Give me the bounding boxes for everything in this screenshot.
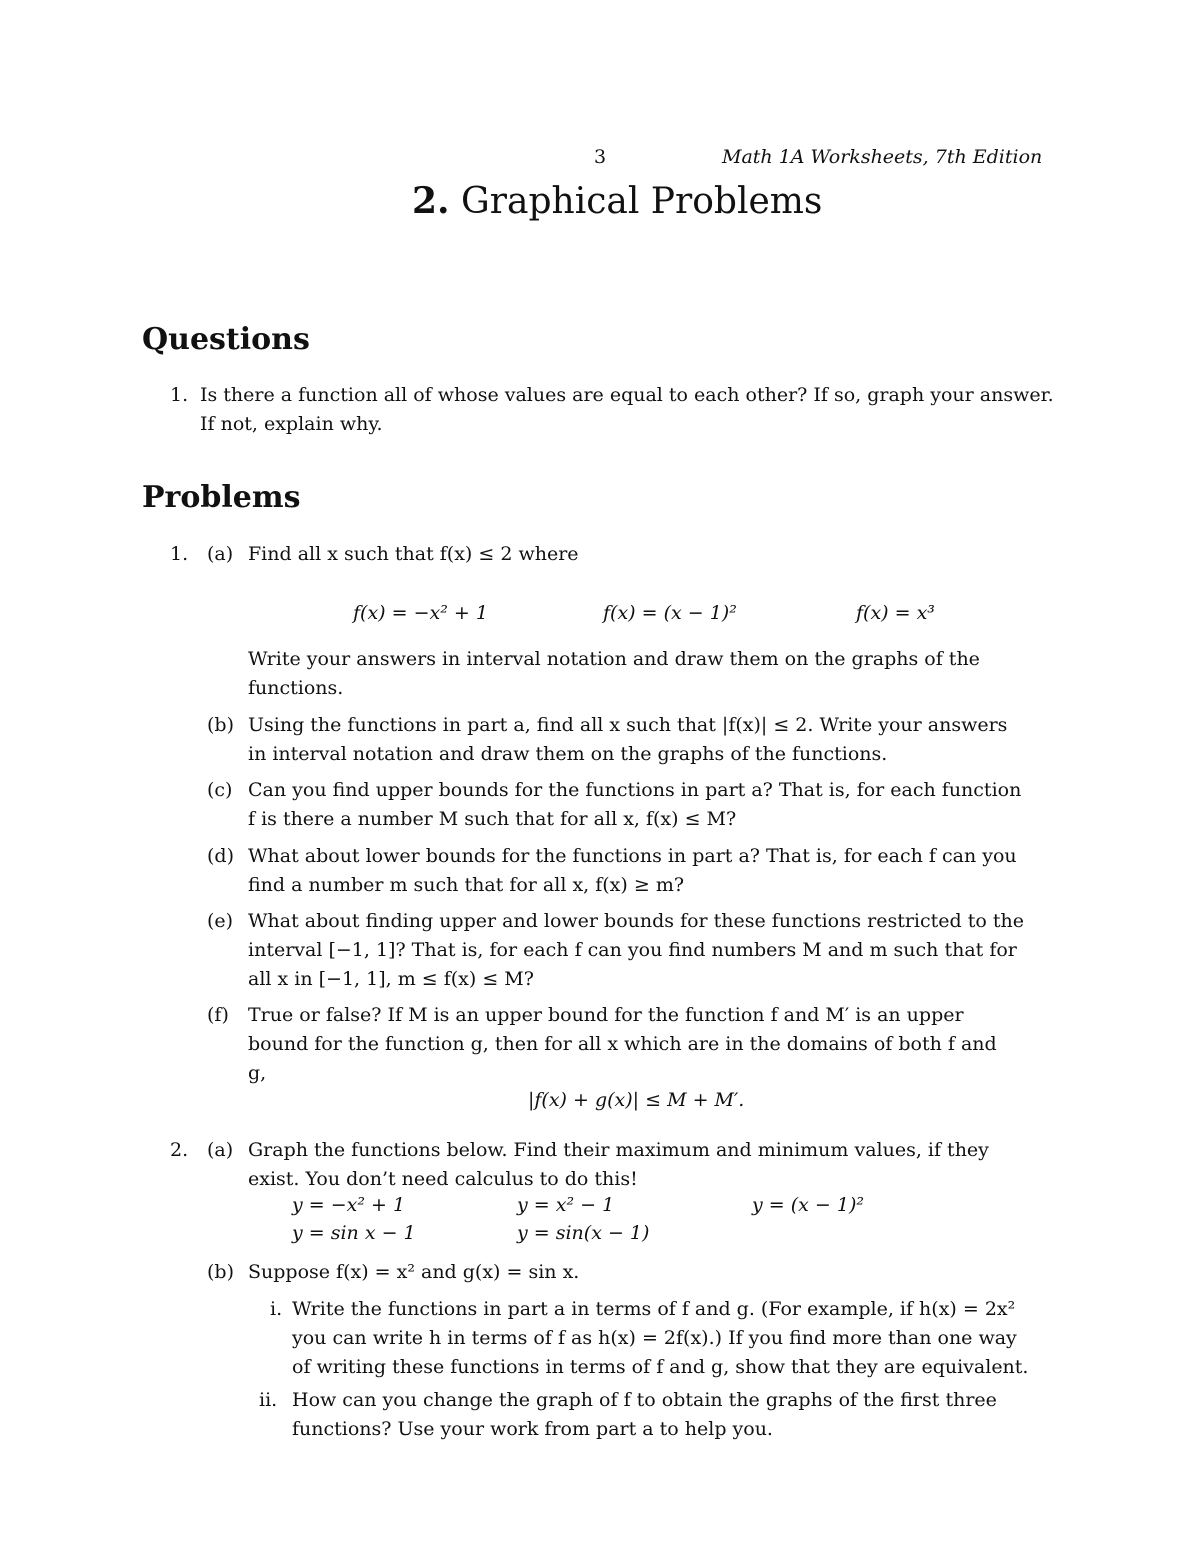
problem-2a-text	[248, 1136, 989, 1194]
equation: y = x² − 1	[517, 1194, 615, 1216]
text-line: What about finding upper and lower bounds for these functions restricted to the	[248, 910, 1024, 932]
text-line: of writing these functions in terms of f and g, show that they are equivalent.	[292, 1356, 1029, 1378]
problem-1e-text	[248, 907, 1024, 994]
equation: f(x) = −x² + 1	[353, 602, 488, 624]
part-label: (c)	[207, 779, 233, 801]
text-line: Write the functions in part a in terms of f and g. (For example, if h(x) = 2x²	[292, 1298, 1016, 1320]
text-line: If not, explain why.	[200, 413, 383, 435]
text-line: g,	[248, 1062, 267, 1084]
equation: y = (x − 1)²	[752, 1194, 864, 1216]
chapter-number: 2.	[412, 180, 450, 222]
equation: |f(x) + g(x)| ≤ M + M′.	[528, 1089, 745, 1111]
text-line: Graph the functions below. Find their maximum and minimum values, if they	[248, 1139, 989, 1161]
text-line: Using the functions in part a, find all x such that |f(x)| ≤ 2. Write your answers	[248, 714, 1008, 736]
part-label: (e)	[207, 910, 234, 932]
part-label: (b)	[207, 714, 234, 736]
text-line: What about lower bounds for the functions in part a? That is, for each f can you	[248, 845, 1017, 867]
subpart-label: i.	[270, 1298, 283, 1320]
text-line: Can you find upper bounds for the functions in part a? That is, for each function	[248, 779, 1022, 801]
text-line: all x in [−1, 1], m ≤ f(x) ≤ M?	[248, 968, 534, 990]
question-1-text	[200, 381, 1054, 439]
text-line: bound for the function g, then for all x which are in the domains of both f and	[248, 1033, 997, 1055]
problem-1c-text	[248, 776, 1021, 834]
part-label: (a)	[207, 543, 234, 565]
problem-1a-prompt: Find all x such that f(x) ≤ 2 where	[248, 543, 579, 565]
text-line: in interval notation and draw them on the graphs of the functions.	[248, 743, 888, 765]
problem-1a-text	[248, 645, 980, 703]
text-line: Write your answers in interval notation and draw them on the graphs of the	[248, 648, 980, 670]
problem-1f-text	[248, 1001, 997, 1088]
text-line: How can you change the graph of f to obtain the graphs of the first three	[292, 1389, 997, 1411]
equation: y = sin x − 1	[292, 1222, 416, 1244]
text-line: you can write h in terms of f as h(x) = 2f(x).) If you find more than one way	[292, 1327, 1017, 1349]
part-label: (a)	[207, 1139, 234, 1161]
chapter-title	[412, 180, 822, 222]
chapter-title-text: Graphical Problems	[461, 181, 823, 222]
page-number: 3	[594, 146, 607, 168]
text-line: functions? Use your work from part a to help you.	[292, 1418, 773, 1440]
equation: y = −x² + 1	[292, 1194, 406, 1216]
part-label: (b)	[207, 1261, 234, 1283]
text-line: functions.	[248, 677, 344, 699]
text-line: exist. You don’t need calculus to do this!	[248, 1168, 638, 1190]
part-label: (d)	[207, 845, 234, 867]
problem-1d-text	[248, 842, 1017, 900]
part-label: (f)	[207, 1004, 229, 1026]
equation: f(x) = x³	[856, 602, 935, 624]
problems-heading: Problems	[142, 480, 301, 515]
text-line: f is there a number M such that for all x, f(x) ≤ M?	[248, 808, 737, 830]
running-title: Math 1A Worksheets, 7th Edition	[722, 146, 1043, 168]
problem-2b-i-text	[292, 1295, 1028, 1382]
problem-2b-prompt: Suppose f(x) = x² and g(x) = sin x.	[248, 1261, 580, 1283]
text-line: find a number m such that for all x, f(x) ≥ m?	[248, 874, 685, 896]
problem-2-label: 2.	[170, 1139, 189, 1161]
equation: y = sin(x − 1)	[517, 1222, 650, 1244]
text-line: True or false? If M is an upper bound for the function f and M′ is an upper	[248, 1004, 964, 1026]
problem-1-label: 1.	[170, 543, 189, 565]
problem-1b-text	[248, 711, 1007, 769]
problem-2b-ii-text	[292, 1386, 997, 1444]
subpart-label: ii.	[259, 1389, 278, 1411]
text-line: Is there a function all of whose values are equal to each other? If so, graph your answer.	[200, 384, 1054, 406]
equation: f(x) = (x − 1)²	[603, 602, 737, 624]
text-line: interval [−1, 1]? That is, for each f can you find numbers M and m such that for	[248, 939, 1017, 961]
question-1-label: 1.	[170, 384, 189, 406]
questions-heading: Questions	[142, 322, 310, 357]
